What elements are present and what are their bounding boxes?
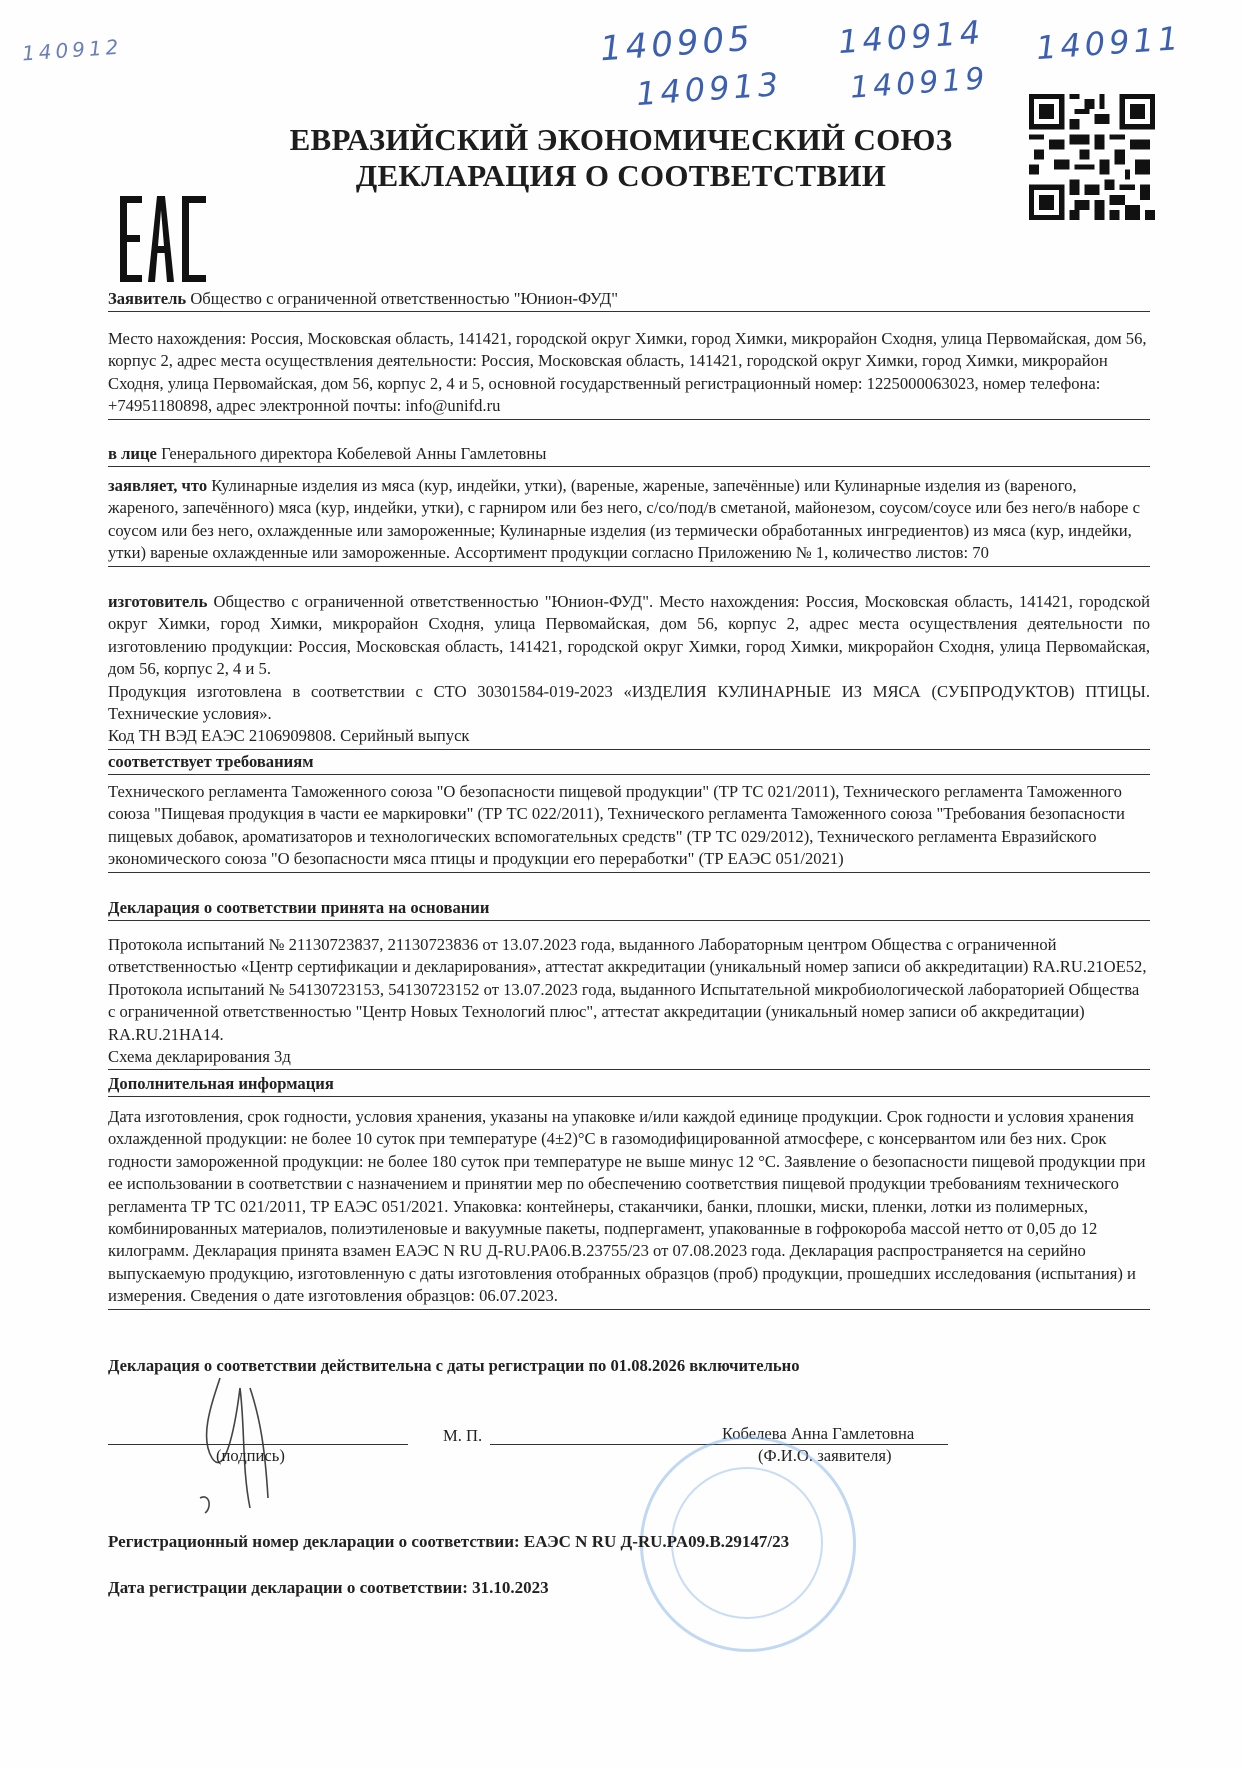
requirements-value: Технического регламента Таможенного союза "О безопасности пищевой продукции" (ТР ТС 021/2011), Технического регламента Таможенного союза "Пищевая продукция в части ее маркировки" (ТР ТС 022/2011), Технического регламента Таможенного союза "Требования безопасности пищевых добавок, ароматизаторов и технологических вспомогательных средств" (ТР ТС 029/2012), Технического регламента Евразийского экономического союза "О безопасности мяса птицы и продукции его переработки" (ТР ЕАЭС 051/2021) bbox=[108, 782, 1125, 869]
requirements-section bbox=[108, 781, 1150, 873]
handwritten-corner-number: 140912 bbox=[21, 34, 124, 66]
handwritten-number: 140914 bbox=[836, 12, 986, 62]
validity-statement: Декларация о соответствии действительна с даты регистрации по 01.08.2026 включительно bbox=[108, 1356, 800, 1375]
signature-line bbox=[108, 1444, 408, 1445]
union-title: ЕВРАЗИЙСКИЙ ЭКОНОМИЧЕСКИЙ СОЮЗ bbox=[289, 122, 953, 157]
location-section bbox=[108, 328, 1150, 420]
additional-value: Дата изготовления, срок годности, условия хранения, указаны на упаковке и/или каждой единице продукции. Срок годности и условия хранения охлажденной продукции: не более 10 суток при температуре (4±2)°С в газомодифицированной атмосфере, с консервантом или без них. Срок годности замороженной продукции: не более 180 суток при температуре не выше минус 12 °С. Заявление о безопасности пищевой продукции при ее использовании в соответствии с назначением и принятии мер по обеспечению соответствия пищевой продукции требованиям технического регламента ТР ТС 021/2011, ТР ЕАЭС 051/2021. Упаковка: контейнеры, стаканчики, банки, плошки, миски, пленки, лотки из полимерных, комбинированных материалов, полиэтиленовые и вакуумные пакеты, подпергамент, упакованные в гофрокороба массой нетто от 0,05 до 12 килограмм. Декларация принята взамен ЕАЭС N RU Д-RU.PA06.B.23755/23 от 07.08.2023 года. Декларация распространяется на серийно выпускаемую продукцию, изготовленную с даты изготовления отобранных образцов (проб) продукции, прошедших исследования (испытания) и измерения. Сведения о дате изготовления образцов: 06.07.2023. bbox=[108, 1107, 1146, 1306]
page-title: ДЕКЛАРАЦИЯ О СООТВЕТСТВИИ bbox=[355, 158, 887, 193]
name-caption: (Ф.И.О. заявителя) bbox=[758, 1446, 892, 1465]
basis-value: Протокола испытаний № 21130723837, 21130723836 от 13.07.2023 года, выданного Лабораторным центром Общества с ограниченной ответственностью «Центр сертификации и декларирования», аттестат аккредитации (уникальный номер записи об аккредитации) RA.RU.21OE52, Протокола испытаний № 54130723153, 54130723152 от 13.07.2023 года, выданного Испытательной микробиологической лабораторией Общества с ограниченной ответственностью "Центр Новых Технологий плюс", аттестат аккредитации (уникальный номер записи об аккредитации) RA.RU.21HA14. bbox=[108, 935, 1147, 1044]
applicant-section bbox=[108, 288, 1150, 312]
person-value: Генерального директора Кобелевой Анны Гамлетовны bbox=[161, 444, 547, 463]
signature-caption: (подпись) bbox=[216, 1446, 285, 1465]
location-text: Место нахождения: Россия, Московская область, 141421, городской округ Химки, город Химки, микрорайон Сходня, улица Первомайская, дом 56, корпус 2, адрес места осуществления деятельности: Россия, Московская область, 141421, городской округ Химки, город Химки, микрорайон Сходня, улица Первомайская, дом 56, корпус 2, 4 и 5, основной государственный регистрационный номер: 1225000063023, номер телефона: +74951180898, адрес электронной почты: info@unifd.ru bbox=[108, 329, 1147, 416]
manufacturer-standard: Продукция изготовлена в соответствии с СТО 30301584-019-2023 «ИЗДЕЛИЯ КУЛИНАРНЫЕ ИЗ МЯСА (СУБПРОДУКТОВ) ПТИЦЫ. Технические условия». bbox=[108, 681, 1150, 724]
additional-section bbox=[108, 1106, 1150, 1310]
signature bbox=[190, 1368, 320, 1518]
manufacturer-code: Код ТН ВЭД ЕАЭС 2106909808. Серийный выпуск bbox=[108, 726, 470, 746]
requirements-header bbox=[108, 751, 1150, 775]
requirements-label: соответствует требованиям bbox=[108, 752, 314, 771]
person-section bbox=[108, 443, 1150, 467]
eac-logo bbox=[120, 196, 210, 282]
additional-header bbox=[108, 1073, 1150, 1097]
handwritten-number: 140911 bbox=[1034, 18, 1184, 68]
applicant-label: Заявитель bbox=[108, 289, 187, 308]
handwritten-number: 140919 bbox=[848, 61, 990, 106]
person-label: в лице bbox=[108, 444, 157, 463]
basis-section bbox=[108, 934, 1150, 1070]
declares-section bbox=[108, 475, 1150, 567]
basis-header bbox=[108, 897, 1150, 921]
basis-label: Декларация о соответствии принята на основании bbox=[108, 898, 490, 917]
handwritten-number: 140905 bbox=[598, 18, 756, 70]
registration-number: Регистрационный номер декларации о соответствии: ЕАЭС N RU Д-RU.PA09.B.29147/23 bbox=[108, 1532, 790, 1551]
declares-value: Кулинарные изделия из мяса (кур, индейки, утки), (вареные, жареные, запечённые) или Кулинарные изделия из (вареного, жареного, запечённого) мяса (кур, индейки, утки), с гарниром или без него, с/со/под/в сметаной, майонезом, соусом/соусе или без него/в наборе с соусом или без него, охлажденные или замороженные; Кулинарные изделия (из термически обработанных ингредиентов) из мяса (кур, индейки, утки) вареные охлажденные или замороженные. Ассортимент продукции согласно Приложению № 1, количество листов: 70 bbox=[108, 476, 1140, 563]
applicant-name: Кобелева Анна Гамлетовна bbox=[722, 1424, 915, 1443]
manufacturer-section bbox=[108, 591, 1150, 750]
qr-code bbox=[1027, 94, 1157, 220]
additional-label: Дополнительная информация bbox=[108, 1074, 334, 1093]
seal-label: М. П. bbox=[443, 1426, 483, 1445]
manufacturer-label: изготовитель bbox=[108, 592, 208, 611]
handwritten-number: 140913 bbox=[634, 64, 784, 114]
basis-scheme: Схема декларирования 3д bbox=[108, 1047, 291, 1067]
registration-date: Дата регистрации декларации о соответствии: 31.10.2023 bbox=[108, 1578, 549, 1597]
manufacturer-value: Общество с ограниченной ответственностью "Юнион-ФУД". Место нахождения: Россия, Московская область, 141421, городской округ Химки, город Химки, микрорайон Сходня, улица Первомайская, дом 56, корпус 2, адрес места осуществления деятельности по изготовлению продукции: Россия, Московская область, 141421, городской округ Химки, город Химки, микрорайон Сходня, улица Первомайская, дом 56, корпус 2, 4 и 5. bbox=[108, 592, 1150, 679]
applicant-value: Общество с ограниченной ответственностью "Юнион-ФУД" bbox=[190, 289, 619, 308]
declares-label: заявляет, что bbox=[108, 476, 208, 495]
